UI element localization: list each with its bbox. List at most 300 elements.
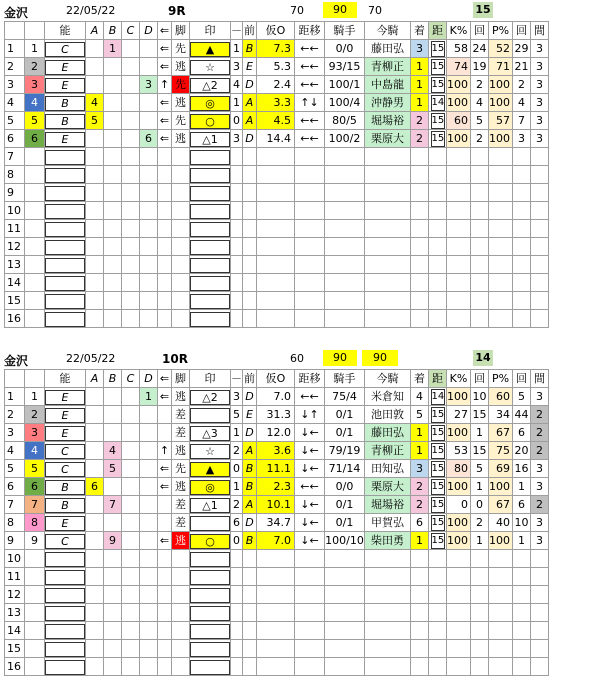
kai-cell: 1 bbox=[471, 532, 489, 550]
k-cell: 100 bbox=[447, 514, 471, 532]
kyori-cell bbox=[429, 496, 447, 514]
empty-box bbox=[45, 606, 85, 621]
nou-cell bbox=[45, 586, 86, 604]
kai-cell bbox=[471, 292, 489, 310]
d-cell bbox=[140, 220, 158, 238]
empty-box bbox=[45, 150, 85, 165]
table-row[interactable] bbox=[5, 496, 549, 514]
column-header: 仮O bbox=[257, 22, 295, 40]
c-cell bbox=[122, 406, 140, 424]
d-cell: 1 bbox=[140, 388, 158, 406]
kari-cell bbox=[257, 640, 295, 658]
mark-box[interactable]: ▲ bbox=[190, 462, 230, 477]
table-row bbox=[5, 604, 549, 622]
table-row[interactable] bbox=[5, 460, 549, 478]
kari-cell bbox=[257, 586, 295, 604]
kyori-cell bbox=[429, 148, 447, 166]
kai2-cell: 1 bbox=[513, 532, 531, 550]
kari-cell bbox=[257, 274, 295, 292]
kai-cell bbox=[471, 220, 489, 238]
ability-grade: B bbox=[45, 498, 85, 513]
imaki-cell: 米倉知 bbox=[365, 388, 411, 406]
k-cell bbox=[447, 148, 471, 166]
ichi-cell bbox=[231, 220, 243, 238]
kari-cell bbox=[257, 310, 295, 328]
ido-cell bbox=[295, 148, 325, 166]
gate-cell bbox=[25, 238, 45, 256]
kan-cell: 3 bbox=[531, 514, 549, 532]
kyaku-cell: 逃 bbox=[172, 442, 190, 460]
arr-cell bbox=[158, 424, 172, 442]
d-cell bbox=[140, 550, 158, 568]
a-cell: 4 bbox=[86, 94, 104, 112]
mark-box[interactable]: △2 bbox=[190, 78, 230, 93]
table-row[interactable] bbox=[5, 388, 549, 406]
k-cell: 53 bbox=[447, 442, 471, 460]
chaku-cell: 1 bbox=[411, 532, 429, 550]
a-cell bbox=[86, 310, 104, 328]
nou-cell bbox=[45, 622, 86, 640]
kyaku-cell bbox=[172, 586, 190, 604]
table-row[interactable] bbox=[5, 478, 549, 496]
kan-cell bbox=[531, 274, 549, 292]
k-cell bbox=[447, 274, 471, 292]
k-cell: 80 bbox=[447, 460, 471, 478]
ido-cell: ↓← bbox=[295, 514, 325, 532]
kari-cell: 7.3 bbox=[257, 40, 295, 58]
k-cell bbox=[447, 658, 471, 676]
distance-value: 15 bbox=[431, 77, 445, 93]
arr-cell bbox=[158, 292, 172, 310]
no-cell: 1 bbox=[5, 388, 25, 406]
header-value-1: 60 bbox=[290, 352, 304, 365]
gate-cell: 4 bbox=[25, 94, 45, 112]
nou-cell bbox=[45, 40, 86, 58]
kyori-cell bbox=[429, 424, 447, 442]
nou-cell bbox=[45, 274, 86, 292]
kai-cell: 10 bbox=[471, 388, 489, 406]
kan-cell: 3 bbox=[531, 130, 549, 148]
kari-cell bbox=[257, 148, 295, 166]
kishu-cell bbox=[325, 604, 365, 622]
kari-cell: 34.7 bbox=[257, 514, 295, 532]
mark-box[interactable]: ○ bbox=[190, 114, 230, 129]
distance-value: 15 bbox=[431, 461, 445, 477]
kai2-cell bbox=[513, 166, 531, 184]
a-cell bbox=[86, 388, 104, 406]
kyori-cell bbox=[429, 112, 447, 130]
kan-cell: 2 bbox=[531, 442, 549, 460]
column-header: B bbox=[104, 370, 122, 388]
kan-cell bbox=[531, 604, 549, 622]
arr-cell bbox=[158, 184, 172, 202]
kishu-cell bbox=[325, 202, 365, 220]
arr-cell bbox=[158, 586, 172, 604]
c-cell bbox=[122, 388, 140, 406]
p-cell bbox=[489, 604, 513, 622]
ido-cell: ←← bbox=[295, 388, 325, 406]
kishu-cell bbox=[325, 568, 365, 586]
p-cell: 100 bbox=[489, 94, 513, 112]
p-cell bbox=[489, 622, 513, 640]
d-cell bbox=[140, 604, 158, 622]
nou-cell bbox=[45, 658, 86, 676]
p-cell bbox=[489, 640, 513, 658]
mark-box[interactable]: ▲ bbox=[190, 42, 230, 57]
kai2-cell: 44 bbox=[513, 406, 531, 424]
table-row[interactable] bbox=[5, 76, 549, 94]
ichi-cell bbox=[231, 184, 243, 202]
kishu-cell: 80/5 bbox=[325, 112, 365, 130]
nou-cell bbox=[45, 292, 86, 310]
kai-cell bbox=[471, 310, 489, 328]
kan-cell: 2 bbox=[531, 496, 549, 514]
mae-cell: D bbox=[243, 388, 257, 406]
table-row bbox=[5, 658, 549, 676]
c-cell bbox=[122, 442, 140, 460]
distance-value: 15 bbox=[431, 131, 445, 147]
kari-cell: 3.6 bbox=[257, 442, 295, 460]
header-value-2: 90 bbox=[323, 2, 357, 18]
mae-cell bbox=[243, 148, 257, 166]
a-cell bbox=[86, 424, 104, 442]
kyaku-cell bbox=[172, 640, 190, 658]
empty-box bbox=[45, 570, 85, 585]
gate-cell: 5 bbox=[25, 460, 45, 478]
d-cell bbox=[140, 478, 158, 496]
column-header: 印 bbox=[190, 370, 231, 388]
kan-cell: 3 bbox=[531, 478, 549, 496]
gate-cell bbox=[25, 292, 45, 310]
shirushi-cell bbox=[190, 112, 231, 130]
mae-cell: B bbox=[243, 460, 257, 478]
column-header: C bbox=[122, 370, 140, 388]
no-cell: 1 bbox=[5, 40, 25, 58]
b-cell bbox=[104, 514, 122, 532]
kyori-cell bbox=[429, 568, 447, 586]
imaki-cell bbox=[365, 184, 411, 202]
table-row bbox=[5, 148, 549, 166]
a-cell bbox=[86, 256, 104, 274]
kai2-cell bbox=[513, 568, 531, 586]
kai2-cell bbox=[513, 274, 531, 292]
table-row bbox=[5, 166, 549, 184]
kai2-cell: 5 bbox=[513, 388, 531, 406]
c-cell bbox=[122, 274, 140, 292]
shirushi-cell bbox=[190, 658, 231, 676]
imaki-cell bbox=[365, 604, 411, 622]
mark-box[interactable]: ☆ bbox=[190, 444, 230, 459]
ido-cell: ↓← bbox=[295, 496, 325, 514]
ido-cell bbox=[295, 604, 325, 622]
p-cell bbox=[489, 148, 513, 166]
no-cell: 12 bbox=[5, 238, 25, 256]
mae-cell: D bbox=[243, 424, 257, 442]
gate-cell bbox=[25, 568, 45, 586]
mark-box[interactable] bbox=[190, 408, 230, 423]
imaki-cell: 中島龍 bbox=[365, 76, 411, 94]
k-cell bbox=[447, 622, 471, 640]
shirushi-cell bbox=[190, 76, 231, 94]
table-row[interactable] bbox=[5, 406, 549, 424]
a-cell bbox=[86, 40, 104, 58]
column-header: 前 bbox=[243, 22, 257, 40]
mark-box[interactable]: ◎ bbox=[190, 96, 230, 111]
empty-box bbox=[45, 222, 85, 237]
p-cell bbox=[489, 310, 513, 328]
kyaku-cell: 差 bbox=[172, 406, 190, 424]
p-cell: 100 bbox=[489, 532, 513, 550]
column-header: 距 bbox=[429, 370, 447, 388]
chaku-cell: 1 bbox=[411, 442, 429, 460]
kari-cell bbox=[257, 202, 295, 220]
table-row bbox=[5, 640, 549, 658]
kari-cell: 2.4 bbox=[257, 76, 295, 94]
table-row[interactable] bbox=[5, 532, 549, 550]
d-cell bbox=[140, 274, 158, 292]
distance-value: 15 bbox=[431, 41, 445, 57]
mark-box[interactable]: ○ bbox=[190, 534, 230, 549]
nou-cell bbox=[45, 94, 86, 112]
p-cell bbox=[489, 184, 513, 202]
gate-cell: 8 bbox=[25, 514, 45, 532]
no-cell: 2 bbox=[5, 406, 25, 424]
p-cell bbox=[489, 658, 513, 676]
k-cell: 100 bbox=[447, 388, 471, 406]
column-header: D bbox=[140, 22, 158, 40]
shirushi-cell bbox=[190, 184, 231, 202]
venue-label: 金沢 bbox=[4, 354, 29, 368]
ichi-cell bbox=[231, 310, 243, 328]
kan-cell bbox=[531, 166, 549, 184]
imaki-cell bbox=[365, 658, 411, 676]
nou-cell bbox=[45, 442, 86, 460]
chaku-cell bbox=[411, 274, 429, 292]
c-cell bbox=[122, 292, 140, 310]
kyori-cell bbox=[429, 184, 447, 202]
ido-cell bbox=[295, 550, 325, 568]
ido-cell bbox=[295, 568, 325, 586]
a-cell bbox=[86, 442, 104, 460]
kyaku-cell bbox=[172, 622, 190, 640]
b-cell bbox=[104, 550, 122, 568]
gate-cell bbox=[25, 604, 45, 622]
kyaku-cell: 先 bbox=[172, 76, 190, 94]
table-row[interactable] bbox=[5, 94, 549, 112]
a-cell bbox=[86, 604, 104, 622]
imaki-cell bbox=[365, 550, 411, 568]
d-cell bbox=[140, 166, 158, 184]
k-cell: 74 bbox=[447, 58, 471, 76]
column-header bbox=[5, 22, 25, 40]
kyori-cell bbox=[429, 256, 447, 274]
b-cell bbox=[104, 604, 122, 622]
kishu-cell bbox=[325, 166, 365, 184]
kai-cell bbox=[471, 166, 489, 184]
table-row[interactable] bbox=[5, 58, 549, 76]
nou-cell bbox=[45, 58, 86, 76]
header-value-1: 70 bbox=[290, 4, 304, 17]
kan-cell bbox=[531, 238, 549, 256]
column-header: 騎手 bbox=[325, 370, 365, 388]
kyaku-cell bbox=[172, 202, 190, 220]
shirushi-cell bbox=[190, 310, 231, 328]
distance-value: 15 bbox=[431, 479, 445, 495]
chaku-cell bbox=[411, 220, 429, 238]
mark-box[interactable]: △1 bbox=[190, 498, 230, 513]
ability-grade: B bbox=[45, 114, 85, 129]
column-header: C bbox=[122, 22, 140, 40]
b-cell bbox=[104, 568, 122, 586]
c-cell bbox=[122, 94, 140, 112]
c-cell bbox=[122, 40, 140, 58]
b-cell bbox=[104, 220, 122, 238]
ido-cell bbox=[295, 292, 325, 310]
kai-cell: 2 bbox=[471, 514, 489, 532]
kari-cell bbox=[257, 238, 295, 256]
table-row[interactable] bbox=[5, 514, 549, 532]
column-header: 回 bbox=[513, 370, 531, 388]
kari-cell: 2.3 bbox=[257, 478, 295, 496]
arr-cell bbox=[158, 496, 172, 514]
kyori-cell bbox=[429, 406, 447, 424]
kyaku-cell bbox=[172, 184, 190, 202]
column-header: 距 bbox=[429, 22, 447, 40]
kai-cell: 2 bbox=[471, 76, 489, 94]
kai2-cell: 21 bbox=[513, 58, 531, 76]
k-cell bbox=[447, 586, 471, 604]
race-header bbox=[0, 350, 606, 368]
column-header: 距移 bbox=[295, 22, 325, 40]
kyori-cell bbox=[429, 274, 447, 292]
d-cell bbox=[140, 94, 158, 112]
shirushi-cell bbox=[190, 424, 231, 442]
imaki-cell bbox=[365, 310, 411, 328]
ichi-cell: 5 bbox=[231, 406, 243, 424]
column-header: P% bbox=[489, 370, 513, 388]
d-cell bbox=[140, 406, 158, 424]
arr-cell bbox=[158, 238, 172, 256]
shirushi-cell bbox=[190, 496, 231, 514]
kyaku-cell bbox=[172, 310, 190, 328]
kai-cell: 24 bbox=[471, 40, 489, 58]
shirushi-cell bbox=[190, 532, 231, 550]
kan-cell bbox=[531, 148, 549, 166]
kari-cell: 7.0 bbox=[257, 532, 295, 550]
shirushi-cell bbox=[190, 94, 231, 112]
kari-cell bbox=[257, 166, 295, 184]
no-cell: 16 bbox=[5, 310, 25, 328]
nou-cell bbox=[45, 130, 86, 148]
shirushi-cell bbox=[190, 478, 231, 496]
column-header: 着 bbox=[411, 370, 429, 388]
no-cell: 11 bbox=[5, 568, 25, 586]
kishu-cell bbox=[325, 550, 365, 568]
kyori-cell bbox=[429, 550, 447, 568]
ichi-cell: 3 bbox=[231, 388, 243, 406]
mark-box[interactable]: ☆ bbox=[190, 60, 230, 75]
a-cell: 5 bbox=[86, 112, 104, 130]
race-table bbox=[4, 369, 549, 676]
column-header: A bbox=[86, 22, 104, 40]
empty-box bbox=[190, 624, 230, 639]
column-header: B bbox=[104, 22, 122, 40]
d-cell bbox=[140, 238, 158, 256]
b-cell bbox=[104, 640, 122, 658]
table-row[interactable] bbox=[5, 424, 549, 442]
column-header: 回 bbox=[471, 370, 489, 388]
table-row[interactable] bbox=[5, 130, 549, 148]
table-row[interactable] bbox=[5, 442, 549, 460]
c-cell bbox=[122, 76, 140, 94]
k-cell: 100 bbox=[447, 130, 471, 148]
shirushi-cell bbox=[190, 622, 231, 640]
p-cell bbox=[489, 202, 513, 220]
kai-cell: 15 bbox=[471, 442, 489, 460]
column-header: 脚 bbox=[172, 22, 190, 40]
mark-box[interactable]: △1 bbox=[190, 132, 230, 147]
kari-cell: 31.3 bbox=[257, 406, 295, 424]
kai-cell: 5 bbox=[471, 460, 489, 478]
mark-box[interactable]: △3 bbox=[190, 426, 230, 441]
kan-cell: 3 bbox=[531, 76, 549, 94]
ichi-cell bbox=[231, 166, 243, 184]
arr-cell: ⇐ bbox=[158, 130, 172, 148]
chaku-cell bbox=[411, 658, 429, 676]
chaku-cell bbox=[411, 622, 429, 640]
p-cell bbox=[489, 274, 513, 292]
column-header: K% bbox=[447, 22, 471, 40]
b-cell: 9 bbox=[104, 532, 122, 550]
chaku-cell bbox=[411, 238, 429, 256]
empty-box bbox=[45, 552, 85, 567]
d-cell bbox=[140, 58, 158, 76]
c-cell bbox=[122, 640, 140, 658]
kyori-cell bbox=[429, 532, 447, 550]
a-cell bbox=[86, 220, 104, 238]
chaku-cell bbox=[411, 292, 429, 310]
column-header bbox=[25, 22, 45, 40]
column-header: 回 bbox=[471, 22, 489, 40]
kari-cell: 12.0 bbox=[257, 424, 295, 442]
a-cell bbox=[86, 166, 104, 184]
ability-grade: B bbox=[45, 96, 85, 111]
k-cell: 100 bbox=[447, 424, 471, 442]
column-header: P% bbox=[489, 22, 513, 40]
no-cell: 5 bbox=[5, 460, 25, 478]
kan-cell: 2 bbox=[531, 406, 549, 424]
empty-box bbox=[45, 276, 85, 291]
table-row[interactable] bbox=[5, 40, 549, 58]
header-distance: 15 bbox=[473, 2, 493, 18]
kishu-cell: 100/10 bbox=[325, 532, 365, 550]
a-cell bbox=[86, 184, 104, 202]
mark-box[interactable]: ◎ bbox=[190, 480, 230, 495]
a-cell: 6 bbox=[86, 478, 104, 496]
empty-box bbox=[190, 204, 230, 219]
k-cell bbox=[447, 310, 471, 328]
shirushi-cell bbox=[190, 292, 231, 310]
kai2-cell bbox=[513, 256, 531, 274]
table-row[interactable] bbox=[5, 112, 549, 130]
kan-cell: 3 bbox=[531, 460, 549, 478]
column-header: 仮O bbox=[257, 370, 295, 388]
mark-box[interactable] bbox=[190, 516, 230, 531]
ido-cell: ←← bbox=[295, 112, 325, 130]
ability-grade: E bbox=[45, 516, 85, 531]
mark-box[interactable]: △2 bbox=[190, 390, 230, 405]
distance-value: 15 bbox=[431, 113, 445, 129]
